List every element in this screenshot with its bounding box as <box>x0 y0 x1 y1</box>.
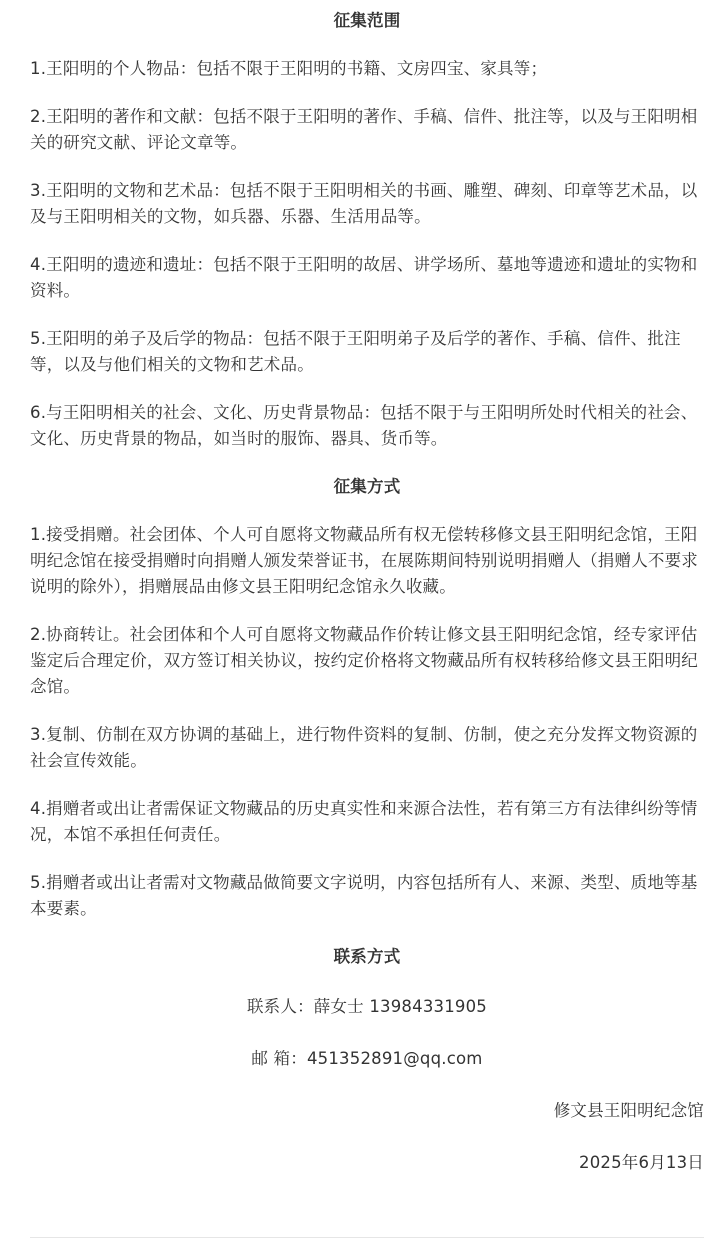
contact-person: 联系人：薛女士 13984331905 <box>246 997 488 1016</box>
method-item-4: 4.捐赠者或出让者需保证文物藏品的历史真实性和来源合法性，若有第三方有法律纠纷等情况，本馆不承担任何责任。 <box>30 799 698 844</box>
notice-date: 2025年6月13日 <box>579 1153 704 1172</box>
scope-item-1: 1.王阳明的个人物品：包括不限于王阳明的书籍、文房四宝、家具等； <box>30 59 548 78</box>
method-item-1: 1.接受捐赠。社会团体、个人可自愿将文物藏品所有权无偿转移修文县王阳明纪念馆，王阳明纪念馆在接受捐赠时向捐赠人颁发荣誉证书，在展陈期间特别说明捐赠人（捐赠人不要求说明的除外），捐赠展品由修文县王阳明纪念馆永久收藏。 <box>30 525 698 596</box>
method-item-2: 2.协商转让。社会团体和个人可自愿将文物藏品作价转让修文县王阳明纪念馆，经专家评估鉴定后合理定价，双方签订相关协议，按约定价格将文物藏品所有权转移给修文县王阳明纪念馆。 <box>30 625 698 696</box>
contact-email: 邮 箱：451352891@qq.com <box>251 1049 483 1068</box>
scope-item-2: 2.王阳明的著作和文献：包括不限于王阳明的著作、手稿、信件、批注等，以及与王阳明相关的研究文献、评论文章等。 <box>30 107 698 152</box>
scope-item-6: 6.与王阳明相关的社会、文化、历史背景物品：包括不限于与王阳明所处时代相关的社会、文化、历史背景的物品，如当时的服饰、器具、货币等。 <box>30 403 698 448</box>
scope-heading: 征集范围 <box>333 11 401 30</box>
scope-item-3: 3.王阳明的文物和艺术品：包括不限于王阳明相关的书画、雕塑、碑刻、印章等艺术品，以及与王阳明相关的文物，如兵器、乐器、生活用品等。 <box>30 181 698 226</box>
contact-heading: 联系方式 <box>333 947 401 966</box>
method-item-3: 3.复制、仿制在双方协调的基础上，进行物件资料的复制、仿制，使之充分发挥文物资源的社会宣传效能。 <box>30 725 698 770</box>
scope-item-4: 4.王阳明的遗迹和遗址：包括不限于王阳明的故居、讲学场所、墓地等遗迹和遗址的实物和资料。 <box>30 255 698 300</box>
organization-name: 修文县王阳明纪念馆 <box>553 1101 704 1120</box>
scope-item-5: 5.王阳明的弟子及后学的物品：包括不限于王阳明弟子及后学的著作、手稿、信件、批注等，以及与他们相关的文物和艺术品。 <box>30 329 681 374</box>
method-item-5: 5.捐赠者或出让者需对文物藏品做简要文字说明，内容包括所有人、来源、类型、质地等基本要素。 <box>30 873 698 918</box>
method-heading: 征集方式 <box>333 477 401 496</box>
